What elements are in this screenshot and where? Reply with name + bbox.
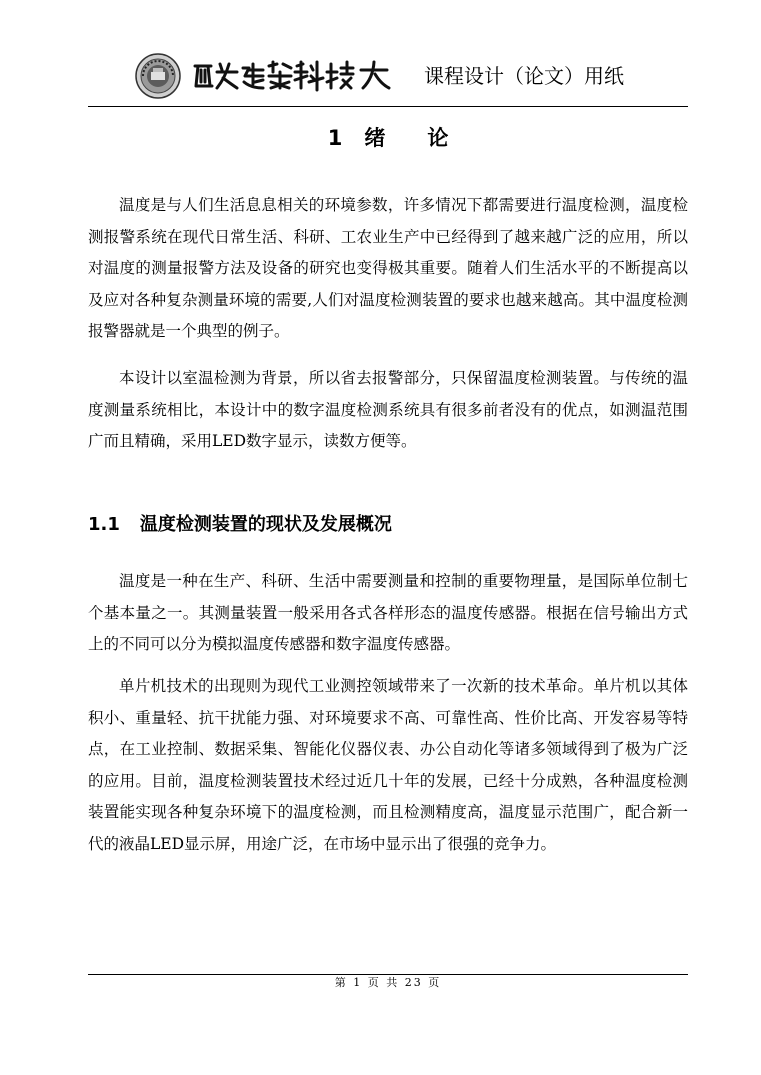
chapter-title: [88, 122, 688, 154]
section-paragraph-2: 单片机技术的出现则为现代工业测控领域带来了一次新的技术革命。单片机以其体积小、重量轻、抗干扰能力强、对环境要求不高、可靠性高、性价比高、开发容易等特点，在工业控制、数据采集、智能化仪器仪表、办公自动化等诸多领域得到了极为广泛的应用。目前，温度检测装置技术经过近几十年的发展，已经十分成熟，各种温度检测装置能实现各种复杂环境下的温度检测，而且检测精度高，温度显示范围广，配合新一代的液晶LED显示屏，用途广泛，在市场中显示出了很强的竞争力。: [88, 677, 688, 853]
university-seal-icon: [135, 53, 181, 99]
section-heading: [88, 510, 392, 540]
chapter-title-char-1: 绪: [364, 126, 386, 150]
university-wordmark: [191, 58, 391, 94]
section-number: 1.1: [88, 514, 120, 535]
section-title: 温度检测装置的现状及发展概况: [139, 514, 392, 535]
section-paragraph-1: 温度是一种在生产、科研、生活中需要测量和控制的重要物理量，是国际单位制七个基本量之一。其测量装置一般采用各式各样形态的温度传感器。根据在信号输出方式上的不同可以分为模拟温度传感器和数字温度传感器。: [88, 572, 688, 653]
intro-paragraph-2: 本设计以室温检测为背景，所以省去报警部分，只保留温度检测装置。与传统的温度测量系统相比，本设计中的数字温度检测系统具有很多前者没有的优点，如测温范围广而且精确，采用LED数字显示，读数方便等。: [88, 369, 688, 450]
page-header: [88, 48, 688, 106]
chapter-title-char-2: 论: [427, 126, 449, 150]
intro-paragraph-1: 温度是与人们生活息息相关的环境参数，许多情况下都需要进行温度检测，温度检测报警系统在现代日常生活、科研、工农业生产中已经得到了越来越广泛的应用，所以对温度的测量报警方法及设备的研究也变得极其重要。随着人们生活水平的不断提高以及应对各种复杂测量环境的需要,人们对温度检测装置的要求也越来越高。其中温度检测报警器就是一个典型的例子。: [88, 196, 688, 340]
chapter-number: 1: [327, 126, 343, 150]
page-number-label: 第 1 页 共 23 页: [334, 976, 442, 989]
header-divider: [88, 106, 688, 107]
header-subtitle: 课程设计（论文）用纸: [424, 64, 624, 88]
